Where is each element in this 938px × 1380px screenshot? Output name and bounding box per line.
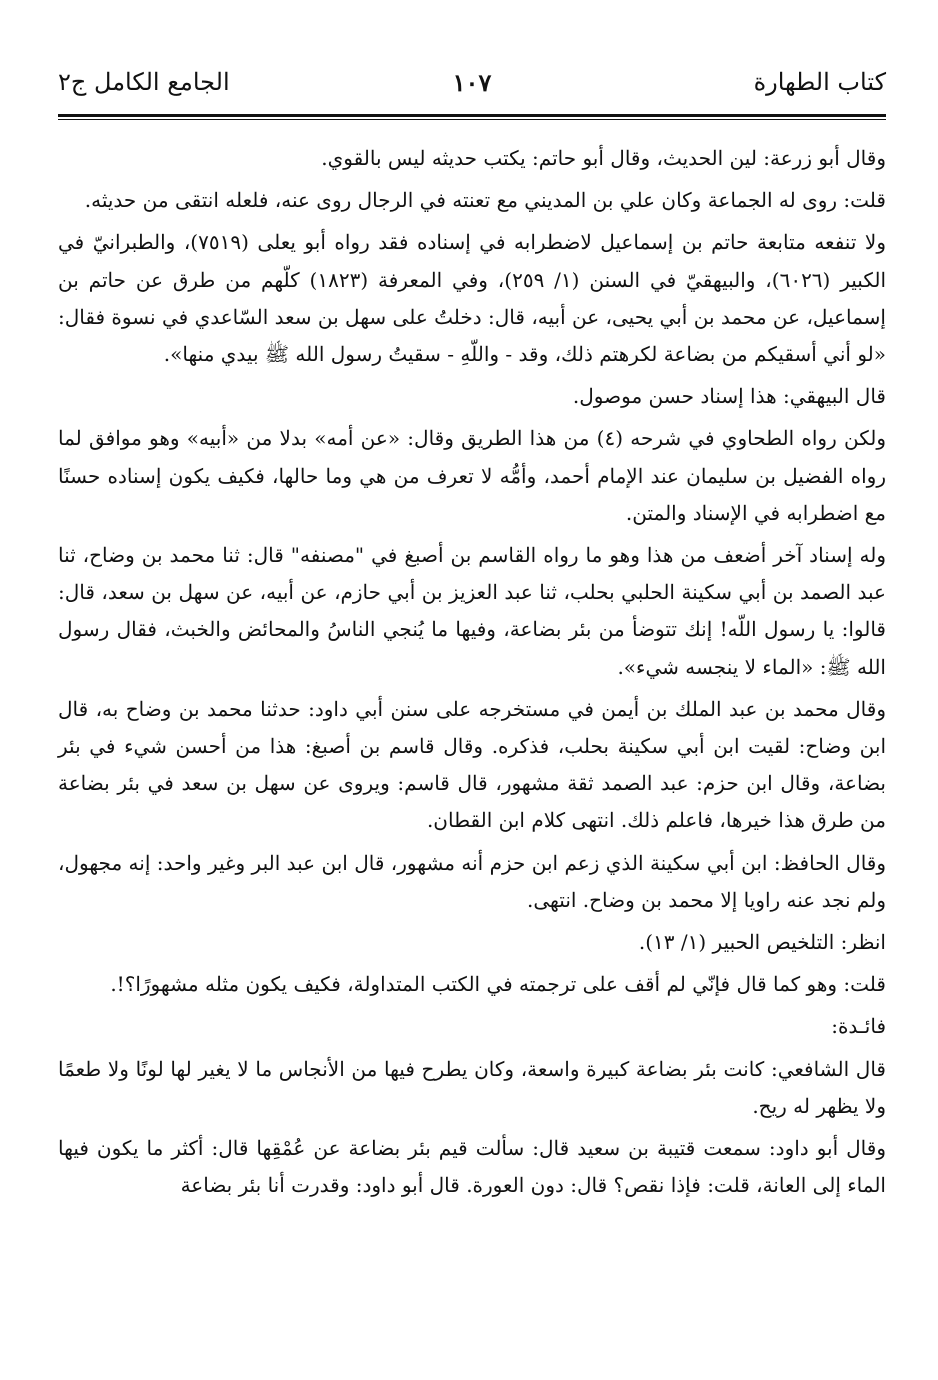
paragraph: وقال أبو داود: سمعت قتيبة بن سعيد قال: سألت قيم بئر بضاعة عن عُمْقِها قال: أكثر ما يكون فيها الماء إلى العانة، قلت: فإذا نقص؟ قال: دون العورة. قال أبو داود: وقدرت أنا بئر بضاعة	[58, 1136, 886, 1198]
page-body	[58, 140, 886, 1204]
section-heading: فائـدة:	[831, 1014, 886, 1039]
paragraph: ولكن رواه الطحاوي في شرحه (٤) من هذا الطريق وقال: «عن أمه» بدلا من «أبيه» وهو موافق لما رواه الفضيل بن سليمان عند الإمام أحمد، وأمُّه لا تعرف من هي وما حالها، فكيف يكون إسناده حسنًا مع اضطرابه في الإسناد والمتن.	[58, 426, 887, 525]
paragraph: ولا تنفعه متابعة حاتم بن إسماعيل لاضطرابه في إسناده فقد رواه أبو يعلى (٧٥١٩)، والطبرانيّ في الكبير (٦٠٢٦)، والبيهقيّ في السنن (١/ ٢٥٩)، وفي المعرفة (١٨٢٣) كلّهم من طرق عن حاتم بن إسماعيل، عن محمد بن أبي يحيى، عن أبيه، قال: دخلتُ على سهل بن سعد السّاعدي في نسوة فقال: «لو أني أسقيكم من بضاعة لكرهتم ذلك، وقد - واللّهِ - سقيتُ رسول الله ﷺ بيدي منها».	[58, 230, 887, 367]
header-rule-thick	[58, 114, 886, 117]
running-header	[58, 66, 886, 108]
page-number: ١٠٧	[452, 68, 492, 97]
series-title: الجامع الكامل ج٢	[58, 68, 230, 96]
book-title: كتاب الطهارة	[753, 68, 886, 96]
book-page	[58, 66, 886, 1209]
paragraph: انظر: التلخيص الحبير (١/ ١٣).	[638, 930, 886, 955]
paragraph: قلت: وهو كما قال فإنّي لم أقف على ترجمته في الكتب المتداولة، فكيف يكون مثله مشهورًا؟!.	[110, 972, 886, 997]
paragraph: وقال محمد بن عبد الملك بن أيمن في مستخرجه على سنن أبي داود: حدثنا محمد بن وضاح به، قال ابن وضاح: لقيت ابن أبي سكينة بحلب، فذكره. وقال قاسم بن أصبغ: هذا من أحسن شيء في بئر بضاعة، وقال ابن حزم: عبد الصمد ثقة مشهور، قال قاسم: ويروى عن سهل بن سعد في بئر بضاعة من طرق هذا خيرها، فاعلم ذلك. انتهى كلام ابن القطان.	[58, 696, 887, 833]
paragraph: قال البيهقي: هذا إسناد حسن موصول.	[572, 384, 886, 409]
paragraph: وقال الحافظ: ابن أبي سكينة الذي زعم ابن حزم أنه مشهور، قال ابن عبد البر وغير واحد: إنه مجهول، ولم نجد عنه راويا إلا محمد بن وضاح. انتهى.	[58, 850, 886, 912]
paragraph: قال الشافعي: كانت بئر بضاعة كبيرة واسعة، وكان يطرح فيها من الأنجاس ما لا يغير لها لونًا ولا طعمًا ولا يظهر له ريح.	[58, 1056, 886, 1118]
paragraph: قلت: روى له الجماعة وكان علي بن المديني مع تعنته في الرجال روى عنه، فلعله انتقى من حديثه.	[84, 188, 886, 213]
paragraph: وله إسناد آخر أضعف من هذا وهو ما رواه القاسم بن أصبغ في "مصنفه" قال: ثنا محمد بن وضاح، ثنا عبد الصمد بن أبي سكينة الحلبي بحلب، ثنا عبد العزيز بن أبي حازم، عن أبيه، عن سهل بن سعد، قال: قالوا: يا رسول اللّه! إنك تتوضأ من بئر بضاعة، وفيها ما يُنجي الناسُ والمحائض والخبث، فقال رسول الله ﷺ: «الماء لا ينجسه شيء».	[58, 543, 886, 679]
header-rule-thin	[58, 119, 886, 120]
paragraph: وقال أبو زرعة: لين الحديث، وقال أبو حاتم: يكتب حديثه ليس بالقوي.	[321, 146, 886, 170]
